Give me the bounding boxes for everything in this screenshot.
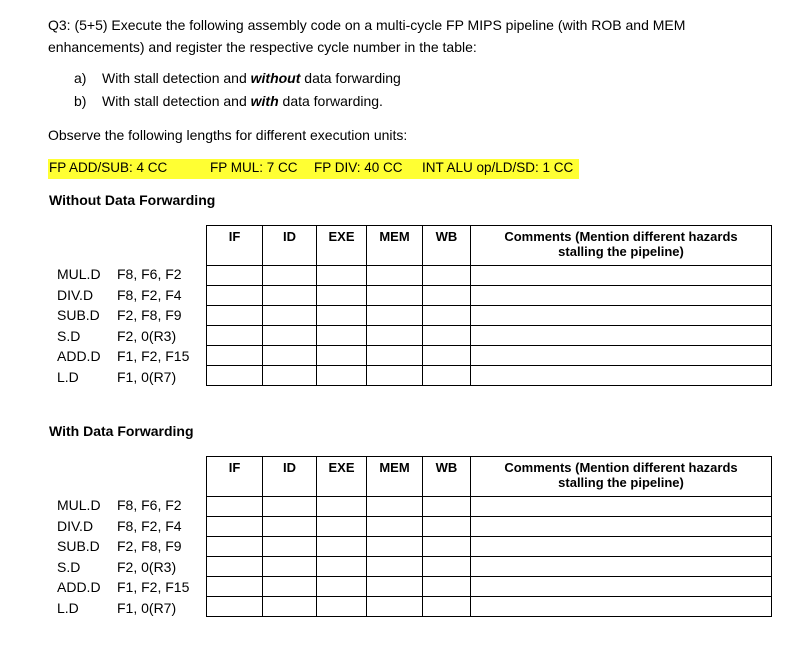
pipeline-table-with-forwarding (206, 456, 772, 617)
section-title-without-forwarding: Without Data Forwarding (49, 192, 216, 208)
header-exe: EXE (317, 226, 367, 266)
header-if: IF (207, 457, 263, 497)
instruction-operands: F2, F8, F9 (117, 307, 182, 323)
table-row (207, 577, 772, 597)
question-line-1: Q3: (5+5) Execute the following assembly code on a multi-cycle FP MIPS pipeline (with ROB and MEM (48, 17, 686, 33)
instruction-operands: F8, F2, F4 (117, 518, 182, 534)
section-title-with-forwarding: With Data Forwarding (49, 423, 194, 439)
table-row (207, 366, 772, 386)
instruction-opcode: MUL.D (57, 266, 101, 282)
pipeline-table-without-forwarding (206, 225, 772, 386)
item-a (74, 70, 401, 86)
header-id: ID (263, 457, 317, 497)
instruction (57, 287, 182, 303)
instruction-operands: F8, F2, F4 (117, 287, 182, 303)
instruction (57, 328, 176, 344)
table-row (207, 557, 772, 577)
instruction-opcode: SUB.D (57, 538, 100, 554)
instruction (57, 579, 189, 595)
table-row (207, 497, 772, 517)
header-comments: Comments (Mention different hazards stalling the pipeline) (471, 457, 772, 497)
instruction (57, 369, 176, 385)
unit-fp-add: FP ADD/SUB: 4 CC (49, 160, 168, 175)
table-row (207, 517, 772, 537)
instruction-operands: F1, 0(R7) (117, 600, 177, 616)
instruction (57, 559, 176, 575)
instruction (57, 538, 182, 554)
item-label: a) (74, 70, 87, 86)
item-text-after: data forwarding. (278, 93, 383, 109)
header-id: ID (263, 226, 317, 266)
instruction (57, 600, 176, 616)
instruction-opcode: MUL.D (57, 497, 101, 513)
item-text-before: With stall detection and (102, 70, 251, 86)
instruction-operands: F8, F6, F2 (117, 266, 182, 282)
table-row (207, 597, 772, 617)
instruction-opcode: S.D (57, 328, 81, 344)
instruction-opcode: DIV.D (57, 518, 94, 534)
item-text-before: With stall detection and (102, 93, 251, 109)
instruction-opcode: L.D (57, 369, 79, 385)
item-label: b) (74, 93, 87, 109)
header-wb: WB (423, 226, 471, 266)
instruction (57, 307, 182, 323)
instruction-operands: F2, 0(R3) (117, 559, 177, 575)
instruction-opcode: ADD.D (57, 579, 101, 595)
table-row (207, 537, 772, 557)
instruction-operands: F1, 0(R7) (117, 369, 177, 385)
observe-text: Observe the following lengths for different execution units: (48, 127, 408, 143)
table-row (207, 286, 772, 306)
instruction-opcode: S.D (57, 559, 81, 575)
header-wb: WB (423, 457, 471, 497)
instruction-operands: F2, 0(R3) (117, 328, 177, 344)
table-row (207, 346, 772, 366)
instruction (57, 518, 182, 534)
item-b (74, 93, 383, 109)
header-if: IF (207, 226, 263, 266)
instruction-opcode: L.D (57, 600, 79, 616)
header-comments: Comments (Mention different hazards stalling the pipeline) (471, 226, 772, 266)
instruction-operands: F1, F2, F15 (117, 348, 190, 364)
instruction-opcode: SUB.D (57, 307, 100, 323)
table-row (207, 326, 772, 346)
instruction-opcode: ADD.D (57, 348, 101, 364)
header-mem: MEM (367, 226, 423, 266)
instruction (57, 497, 182, 513)
unit-fp-div: FP DIV: 40 CC (314, 160, 403, 175)
units-highlight (48, 159, 579, 179)
header-mem: MEM (367, 457, 423, 497)
instruction-operands: F2, F8, F9 (117, 538, 182, 554)
instruction (57, 348, 189, 364)
question-line-2: enhancements) and register the respective cycle number in the table: (48, 39, 477, 55)
unit-int-alu: INT ALU op/LD/SD: 1 CC (422, 160, 574, 175)
table-row (207, 306, 772, 326)
unit-fp-mul: FP MUL: 7 CC (210, 160, 298, 175)
instruction-operands: F1, F2, F15 (117, 579, 190, 595)
header-exe: EXE (317, 457, 367, 497)
question-text (48, 14, 685, 58)
item-text-after: data forwarding (300, 70, 401, 86)
instruction (57, 266, 182, 282)
instruction-opcode: DIV.D (57, 287, 94, 303)
instruction-operands: F8, F6, F2 (117, 497, 182, 513)
item-emphasis: with (250, 93, 279, 109)
table-row (207, 266, 772, 286)
item-emphasis: without (250, 70, 301, 86)
